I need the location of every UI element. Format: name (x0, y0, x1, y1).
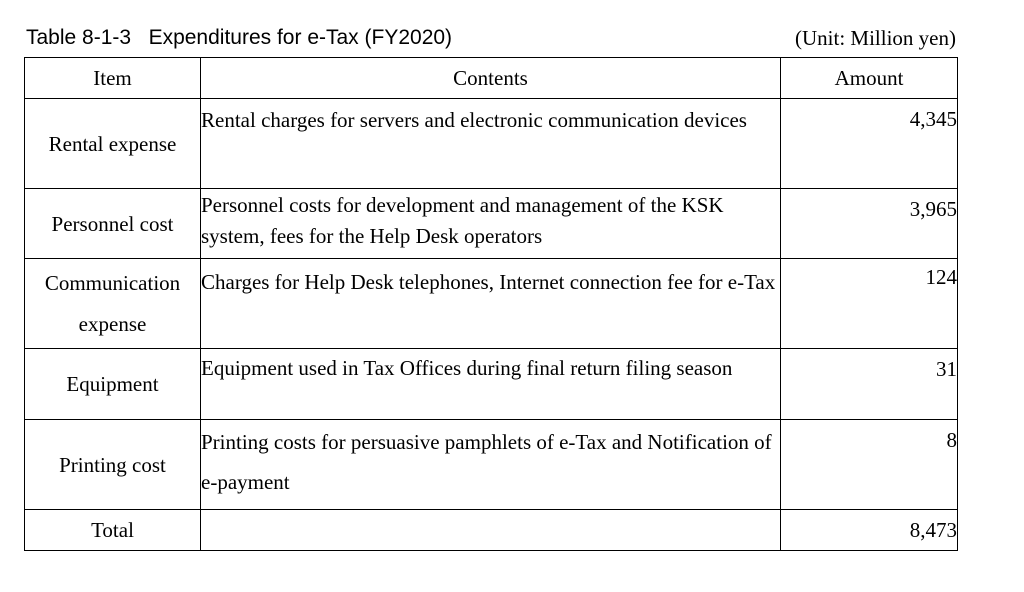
table-row (25, 420, 958, 510)
row-amount: 3,965 (781, 189, 958, 259)
row-amount: 4,345 (781, 99, 958, 189)
row-item: Printing cost (25, 420, 201, 510)
table-row (25, 99, 958, 189)
row-item: Equipment (25, 349, 201, 420)
row-contents: Equipment used in Tax Offices during final return filing season (201, 349, 781, 420)
row-amount: 8 (781, 420, 958, 510)
row-contents: Rental charges for servers and electronic communication devices (201, 99, 781, 189)
total-amount: 8,473 (781, 510, 958, 551)
header-item: Item (25, 58, 201, 99)
row-item: Communication expense (25, 259, 201, 349)
table-header-row (25, 58, 958, 99)
total-label: Total (25, 510, 201, 551)
table-row (25, 189, 958, 259)
row-item: Rental expense (25, 99, 201, 189)
header-contents: Contents (201, 58, 781, 99)
row-item: Personnel cost (25, 189, 201, 259)
table-title: Table 8-1-3 Expenditures for e-Tax (FY2020) (26, 26, 453, 49)
table-row (25, 349, 958, 420)
table-row (25, 259, 958, 349)
row-amount: 31 (781, 349, 958, 420)
total-row (25, 510, 958, 551)
row-contents: Charges for Help Desk telephones, Internet connection fee for e-Tax (201, 259, 781, 349)
row-contents: Printing costs for persuasive pamphlets of e-Tax and Notification of e-payment (201, 420, 781, 510)
table-caption (26, 24, 956, 52)
expenditures-table (24, 57, 958, 551)
row-contents: Personnel costs for development and management of the KSK system, fees for the Help Desk operators (201, 189, 781, 259)
unit-note: (Unit: Million yen) (795, 26, 956, 50)
header-amount: Amount (781, 58, 958, 99)
row-amount: 124 (781, 259, 958, 349)
total-contents (201, 510, 781, 551)
